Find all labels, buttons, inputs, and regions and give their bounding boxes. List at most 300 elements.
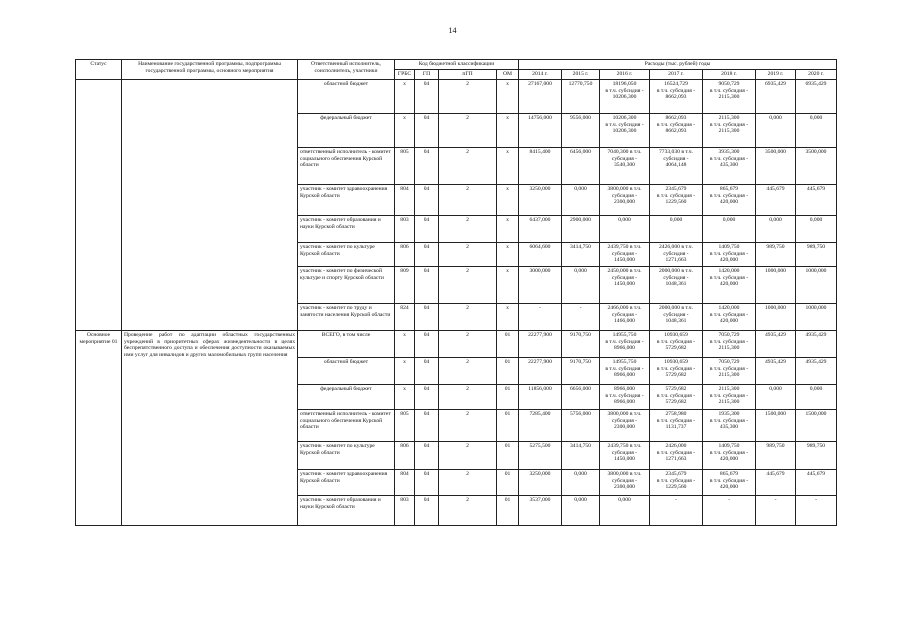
expense-value: в т.ч. субсидия - bbox=[605, 87, 644, 94]
code-cell: 04 bbox=[415, 113, 439, 147]
expense-cell bbox=[796, 330, 837, 357]
expense-cell bbox=[703, 441, 756, 469]
expense-value: в т.ч. субсидия - bbox=[709, 274, 749, 281]
expense-cell bbox=[650, 266, 703, 303]
expense-cell bbox=[703, 384, 756, 409]
status-cell: Основное мероприятие 01 bbox=[76, 330, 122, 525]
expense-cell bbox=[562, 357, 600, 384]
expense-cell bbox=[519, 113, 562, 147]
expense-value: 0,000 bbox=[618, 496, 631, 503]
expense-cell bbox=[600, 184, 650, 215]
expense-value: 2300,000 bbox=[614, 199, 635, 206]
expense-value: субсидия - bbox=[611, 449, 638, 456]
expense-value: - bbox=[675, 496, 677, 503]
expense-value: 2439,750 в т.ч. bbox=[607, 442, 642, 449]
expense-cell bbox=[519, 79, 562, 113]
expense-value: 2115,300 bbox=[718, 399, 740, 406]
expense-cell bbox=[562, 242, 600, 266]
expense-cell bbox=[650, 79, 703, 113]
expense-cell bbox=[703, 495, 756, 525]
expense-value: 420,000 bbox=[719, 257, 739, 264]
expense-value: 0,000 bbox=[722, 216, 736, 223]
expense-cell bbox=[756, 79, 796, 113]
expense-value: 2115,300 bbox=[718, 385, 740, 392]
expense-value: 0,000 bbox=[809, 385, 823, 392]
expense-cell bbox=[756, 384, 796, 409]
expense-value: 8966,000 bbox=[614, 372, 635, 379]
expense-cell bbox=[519, 357, 562, 384]
expense-value: 8966,000 bbox=[614, 399, 635, 406]
expense-value: 7050,729 bbox=[718, 358, 740, 365]
code-cell: 04 bbox=[415, 266, 439, 303]
expense-value: 6456,000 bbox=[570, 148, 591, 155]
code-cell: 2 bbox=[439, 147, 497, 184]
expense-value: 9170,750 bbox=[570, 358, 591, 365]
code-cell: 2 bbox=[439, 441, 497, 469]
executor-cell: участник - комитет по культуре Курской области bbox=[298, 242, 395, 266]
expense-cell bbox=[756, 242, 796, 266]
header-code: ГРБС bbox=[395, 69, 415, 79]
expense-cell bbox=[600, 469, 650, 495]
name-cell: Проведение работ по адаптации областных государственных учреждений в приоритетных сферах жизнедеятельности в целях беспрепятственного доступа и обеспечения доступности оказываемых ими услуг для инвалидов и других маломобильных групп населения bbox=[122, 330, 298, 525]
expense-cell bbox=[650, 441, 703, 469]
expense-value: в т.ч. субсидия - bbox=[656, 417, 696, 424]
expense-cell bbox=[562, 79, 600, 113]
header-executor: Ответственный исполнитель, соисполнитель, участники bbox=[298, 60, 395, 80]
expense-value: 3935,300 bbox=[718, 148, 740, 155]
expense-value: 16524,729 bbox=[664, 80, 688, 87]
expense-value: 3800,000 в т.ч. bbox=[607, 470, 642, 477]
expense-cell bbox=[796, 303, 837, 330]
expense-cell bbox=[519, 495, 562, 525]
expense-value: 2115,300 bbox=[718, 372, 740, 379]
expense-cell bbox=[650, 330, 703, 357]
expense-value: 6656,000 bbox=[570, 385, 591, 392]
expense-value: 0,000 bbox=[769, 114, 782, 121]
expense-cell bbox=[650, 113, 703, 147]
expense-value: 1229,560 bbox=[665, 199, 687, 206]
expense-value: 435,300 bbox=[719, 424, 739, 431]
expense-value: 989,750 bbox=[806, 442, 826, 449]
expense-value: 9050,729 bbox=[718, 80, 740, 87]
expense-cell bbox=[600, 357, 650, 384]
expense-cell bbox=[562, 184, 600, 215]
code-cell: 04 bbox=[415, 357, 439, 384]
header-year: 2014 г. bbox=[519, 69, 562, 79]
expense-value: 11856,000 bbox=[528, 385, 552, 392]
expense-value: 2345,679 bbox=[665, 470, 687, 477]
header-year: 2015 г. bbox=[562, 69, 600, 79]
expense-value: в т.ч. субсидия - bbox=[605, 392, 644, 399]
expense-value: 420,000 bbox=[719, 281, 739, 288]
expense-value: 8415,400 bbox=[529, 148, 551, 155]
expense-cell bbox=[562, 495, 600, 525]
expense-cell bbox=[796, 441, 837, 469]
expense-value: - bbox=[815, 496, 817, 503]
status-cell bbox=[76, 79, 122, 330]
expense-cell bbox=[756, 184, 796, 215]
code-cell: x bbox=[497, 303, 519, 330]
expense-value: субсидия - bbox=[663, 250, 689, 257]
expense-cell bbox=[562, 215, 600, 242]
expense-value: 2426,000 в т.ч. bbox=[658, 243, 694, 250]
expense-cell bbox=[519, 303, 562, 330]
expense-cell bbox=[562, 409, 600, 441]
executor-cell: участник - комитет образования и науки Курской области bbox=[298, 215, 395, 242]
expense-value: в т.ч. субсидия - bbox=[709, 477, 749, 484]
code-cell: 01 bbox=[497, 357, 519, 384]
expense-value: субсидия - bbox=[611, 250, 638, 257]
expense-value: 420,000 bbox=[719, 456, 739, 463]
expense-cell bbox=[519, 184, 562, 215]
executor-cell: участник - комитет образования и науки Курской области bbox=[298, 495, 395, 525]
expense-value: 420,000 bbox=[719, 199, 739, 206]
expense-cell bbox=[756, 266, 796, 303]
expense-value: в т.ч. субсидия - bbox=[709, 121, 749, 128]
header-year: 2017 г. bbox=[650, 69, 703, 79]
header-year: 2020 г. bbox=[796, 69, 837, 79]
expense-cell bbox=[796, 242, 837, 266]
expense-value: 0,000 bbox=[574, 470, 587, 477]
expense-cell bbox=[519, 469, 562, 495]
expense-value: 6437,000 bbox=[529, 216, 551, 223]
budget-table bbox=[75, 59, 837, 526]
expense-value: 10930,659 bbox=[664, 331, 688, 338]
expense-value: 1000,000 bbox=[765, 267, 786, 274]
expense-value: 8662,093 bbox=[665, 114, 687, 121]
expense-value: 5729,682 bbox=[665, 399, 687, 406]
code-cell: 04 bbox=[415, 495, 439, 525]
expense-cell bbox=[796, 469, 837, 495]
expense-cell bbox=[519, 409, 562, 441]
expense-value: 8662,093 bbox=[665, 128, 687, 135]
code-cell: 04 bbox=[415, 79, 439, 113]
expense-cell bbox=[519, 215, 562, 242]
code-cell: x bbox=[395, 330, 415, 357]
code-cell: 04 bbox=[415, 384, 439, 409]
executor-cell: областной бюджет bbox=[298, 79, 395, 113]
expense-value: субсидия - bbox=[611, 192, 638, 199]
code-cell: 01 bbox=[497, 469, 519, 495]
expense-cell bbox=[703, 147, 756, 184]
expense-value: 445,679 bbox=[806, 185, 826, 192]
expense-cell bbox=[796, 147, 837, 184]
expense-value: 989,750 bbox=[766, 243, 785, 250]
expense-value: 1500,000 bbox=[765, 410, 786, 417]
expense-value: 22277,900 bbox=[528, 331, 552, 338]
expense-value: 1466,000 bbox=[614, 318, 635, 325]
code-cell: 2 bbox=[439, 113, 497, 147]
expense-cell bbox=[756, 215, 796, 242]
header-code: пГП bbox=[439, 69, 497, 79]
expense-cell bbox=[650, 215, 703, 242]
expense-cell bbox=[562, 303, 600, 330]
expense-cell bbox=[796, 495, 837, 525]
expense-value: 5756,000 bbox=[570, 410, 591, 417]
expense-cell bbox=[600, 147, 650, 184]
expense-value: в т.ч. субсидия - bbox=[709, 449, 749, 456]
code-cell: 805 bbox=[395, 147, 415, 184]
expense-value: 22277,900 bbox=[528, 358, 552, 365]
code-cell: 804 bbox=[395, 469, 415, 495]
expense-cell bbox=[756, 113, 796, 147]
expense-value: 6935,429 bbox=[765, 80, 786, 87]
expense-value: 8966,000 bbox=[614, 385, 635, 392]
expense-cell bbox=[562, 113, 600, 147]
expense-value: 2450,000 в т.ч. bbox=[607, 267, 642, 274]
expense-value: 4935,429 bbox=[765, 358, 786, 365]
expense-value: 2345,679 bbox=[665, 185, 687, 192]
executor-cell: участник - комитет здравоохранения Курской области bbox=[298, 184, 395, 215]
expense-value: 1409,750 bbox=[718, 243, 740, 250]
code-cell: 01 bbox=[497, 495, 519, 525]
code-cell: 2 bbox=[439, 242, 497, 266]
expense-value: 2000,000 в т.ч. bbox=[658, 267, 694, 274]
expense-value: в т.ч. субсидия - bbox=[709, 192, 749, 199]
code-cell: 2 bbox=[439, 495, 497, 525]
expense-value: 7285,400 bbox=[529, 410, 551, 417]
expense-cell bbox=[796, 357, 837, 384]
code-cell: 806 bbox=[395, 441, 415, 469]
code-cell: x bbox=[497, 79, 519, 113]
expense-value: 4935,429 bbox=[805, 331, 827, 338]
executor-cell: участник - комитет по физической культуре и спорту Курской области bbox=[298, 266, 395, 303]
expense-value: 445,679 bbox=[766, 185, 785, 192]
expense-cell bbox=[796, 409, 837, 441]
code-cell: 04 bbox=[415, 303, 439, 330]
expense-value: 12770,750 bbox=[568, 80, 593, 87]
expense-value: 8966,000 bbox=[614, 345, 635, 352]
expense-value: 4064,148 bbox=[665, 162, 687, 169]
code-cell: 2 bbox=[439, 79, 497, 113]
executor-cell: ВСЕГО, в том числе bbox=[298, 330, 395, 357]
expense-value: - bbox=[539, 304, 541, 311]
expense-value: 5729,682 bbox=[665, 385, 687, 392]
expense-value: в т.ч. субсидия - bbox=[605, 338, 644, 345]
code-cell: 2 bbox=[439, 184, 497, 215]
expense-value: 2115,300 bbox=[718, 94, 740, 101]
expense-cell bbox=[519, 147, 562, 184]
expense-value: в т.ч. субсидия - bbox=[605, 121, 644, 128]
expense-value: 5729,682 bbox=[665, 345, 687, 352]
expense-value: 420,000 bbox=[719, 318, 739, 325]
expense-cell bbox=[650, 409, 703, 441]
expense-value: в т.ч. субсидия - bbox=[656, 192, 696, 199]
expense-cell bbox=[703, 303, 756, 330]
expense-value: 5729,682 bbox=[665, 372, 687, 379]
code-cell: 01 bbox=[497, 384, 519, 409]
expense-value: 6064,600 bbox=[529, 243, 551, 250]
code-cell: 803 bbox=[395, 495, 415, 525]
code-cell: x bbox=[395, 79, 415, 113]
code-cell: x bbox=[497, 266, 519, 303]
expense-value: 989,750 bbox=[766, 442, 785, 449]
code-cell: x bbox=[497, 147, 519, 184]
expense-cell bbox=[600, 79, 650, 113]
expense-cell bbox=[796, 384, 837, 409]
expense-value: 1420,000 bbox=[718, 304, 740, 311]
expense-value: 27167,000 bbox=[528, 80, 552, 87]
expense-value: 2115,300 bbox=[718, 345, 740, 352]
expense-value: субсидия - bbox=[663, 274, 689, 281]
expense-value: 0,000 bbox=[809, 114, 823, 121]
expense-value: субсидия - bbox=[611, 311, 638, 318]
code-cell: 04 bbox=[415, 330, 439, 357]
expense-value: 1935,300 bbox=[718, 410, 740, 417]
expense-value: 4935,429 bbox=[805, 358, 827, 365]
code-cell: x bbox=[497, 242, 519, 266]
expense-cell bbox=[650, 469, 703, 495]
expense-cell bbox=[703, 330, 756, 357]
expense-value: 5275,500 bbox=[529, 442, 551, 449]
code-cell: 2 bbox=[439, 215, 497, 242]
expense-cell bbox=[703, 113, 756, 147]
code-cell: x bbox=[395, 357, 415, 384]
expense-value: 0,000 bbox=[809, 216, 823, 223]
expense-value: 9556,000 bbox=[570, 114, 591, 121]
expense-cell bbox=[600, 303, 650, 330]
expense-value: 14756,000 bbox=[528, 114, 552, 121]
expense-value: 14955,750 bbox=[612, 358, 637, 365]
expense-cell bbox=[650, 303, 703, 330]
code-cell: 804 bbox=[395, 184, 415, 215]
expense-cell bbox=[562, 330, 600, 357]
expense-cell bbox=[756, 495, 796, 525]
expense-cell bbox=[600, 266, 650, 303]
expense-cell bbox=[796, 215, 837, 242]
expense-value: в т.ч. субсидия - bbox=[709, 311, 749, 318]
expense-value: 1450,000 bbox=[614, 257, 635, 264]
expense-value: в т.ч. субсидия - bbox=[709, 250, 749, 257]
expense-value: 7733,030 в т.ч. bbox=[658, 148, 694, 155]
expense-cell bbox=[562, 384, 600, 409]
expense-value: субсидия - bbox=[663, 155, 689, 162]
code-cell: x bbox=[395, 384, 415, 409]
expense-value: субсидия - bbox=[611, 417, 638, 424]
expense-cell bbox=[600, 409, 650, 441]
code-cell: x bbox=[497, 184, 519, 215]
expense-cell bbox=[703, 469, 756, 495]
expense-cell bbox=[796, 266, 837, 303]
expense-value: 3537,000 bbox=[529, 496, 551, 503]
expense-cell bbox=[650, 384, 703, 409]
expense-value: в т.ч. субсидия - bbox=[605, 365, 644, 372]
header-status: Статус bbox=[76, 60, 122, 80]
code-cell: 01 bbox=[497, 330, 519, 357]
expense-value: 0,000 bbox=[574, 185, 587, 192]
expense-value: 2115,300 bbox=[718, 114, 740, 121]
table-row bbox=[76, 330, 837, 357]
expense-value: в т.ч. субсидия - bbox=[709, 338, 749, 345]
code-cell: 2 bbox=[439, 357, 497, 384]
expense-value: 9170,750 bbox=[570, 331, 591, 338]
expense-value: 2439,750 в т.ч. bbox=[607, 243, 642, 250]
expense-value: 445,679 bbox=[766, 470, 785, 477]
expense-value: 18196,050 bbox=[612, 80, 637, 87]
expense-value: в т.ч. субсидия - bbox=[709, 87, 749, 94]
expense-value: 3414,750 bbox=[570, 442, 591, 449]
expense-value: в т.ч. субсидия - bbox=[709, 365, 749, 372]
expense-value: 3000,000 bbox=[529, 267, 551, 274]
expense-cell bbox=[519, 384, 562, 409]
expense-value: 10206,300 bbox=[612, 94, 637, 101]
executor-cell: областной бюджет bbox=[298, 357, 395, 384]
expense-value: в т.ч. субсидия - bbox=[709, 392, 749, 399]
expense-value: в т.ч. субсидия - bbox=[656, 392, 696, 399]
header-year: 2016 г. bbox=[600, 69, 650, 79]
expense-value: - bbox=[774, 496, 777, 503]
expense-value: 8662,093 bbox=[665, 94, 687, 101]
expense-value: 1000,000 bbox=[805, 267, 827, 274]
expense-value: 2115,300 bbox=[718, 128, 740, 135]
expense-value: 1000,000 bbox=[765, 304, 786, 311]
expense-value: 3540,300 bbox=[614, 162, 635, 169]
expense-cell bbox=[600, 215, 650, 242]
expense-cell bbox=[756, 469, 796, 495]
expense-value: 1500,000 bbox=[805, 410, 827, 417]
code-cell: 2 bbox=[439, 330, 497, 357]
expense-value: 435,300 bbox=[719, 162, 739, 169]
expense-value: 3250,000 bbox=[529, 470, 551, 477]
expense-value: 10206,300 bbox=[612, 128, 637, 135]
header-expenses-group: Расходы (тыс. рублей) годы bbox=[519, 60, 837, 70]
name-cell bbox=[122, 79, 298, 330]
expense-cell bbox=[600, 384, 650, 409]
expense-value: 1048,361 bbox=[665, 281, 687, 288]
executor-cell: федеральный бюджет bbox=[298, 113, 395, 147]
code-cell: 2 bbox=[439, 303, 497, 330]
expense-value: в т.ч. субсидия - bbox=[656, 121, 696, 128]
expense-value: 6935,429 bbox=[805, 80, 827, 87]
code-cell: 01 bbox=[497, 409, 519, 441]
expense-cell bbox=[519, 266, 562, 303]
expense-cell bbox=[600, 113, 650, 147]
header-code: ГП bbox=[415, 69, 439, 79]
expense-value: 1000,000 bbox=[805, 304, 827, 311]
expense-cell bbox=[703, 184, 756, 215]
expense-value: 10930,659 bbox=[664, 358, 688, 365]
expense-value: в т.ч. субсидия - bbox=[656, 87, 696, 94]
expense-value: 420,000 bbox=[719, 484, 739, 491]
expense-cell bbox=[703, 215, 756, 242]
code-cell: 04 bbox=[415, 242, 439, 266]
expense-cell bbox=[756, 357, 796, 384]
expense-cell bbox=[562, 469, 600, 495]
expense-value: 2300,000 bbox=[614, 424, 635, 431]
expense-cell bbox=[562, 266, 600, 303]
expense-cell bbox=[756, 147, 796, 184]
expense-value: субсидия - bbox=[611, 477, 638, 484]
expense-cell bbox=[600, 441, 650, 469]
expense-value: субсидия - bbox=[611, 274, 638, 281]
expense-value: 10206,300 bbox=[612, 114, 637, 121]
expense-cell bbox=[796, 113, 837, 147]
expense-cell bbox=[600, 330, 650, 357]
expense-value: 1450,000 bbox=[614, 456, 635, 463]
expense-cell bbox=[562, 441, 600, 469]
expense-value: 7040,300 в т.ч. bbox=[607, 148, 642, 155]
expense-value: в т.ч. субсидия - bbox=[656, 338, 696, 345]
expense-cell bbox=[650, 357, 703, 384]
code-cell: 2 bbox=[439, 266, 497, 303]
executor-cell: федеральный бюджет bbox=[298, 384, 395, 409]
expense-value: 0,000 bbox=[574, 496, 587, 503]
expense-cell bbox=[796, 184, 837, 215]
expense-cell bbox=[703, 79, 756, 113]
expense-value: 3500,000 bbox=[805, 148, 827, 155]
expense-value: 1229,560 bbox=[665, 484, 687, 491]
code-cell: 04 bbox=[415, 184, 439, 215]
